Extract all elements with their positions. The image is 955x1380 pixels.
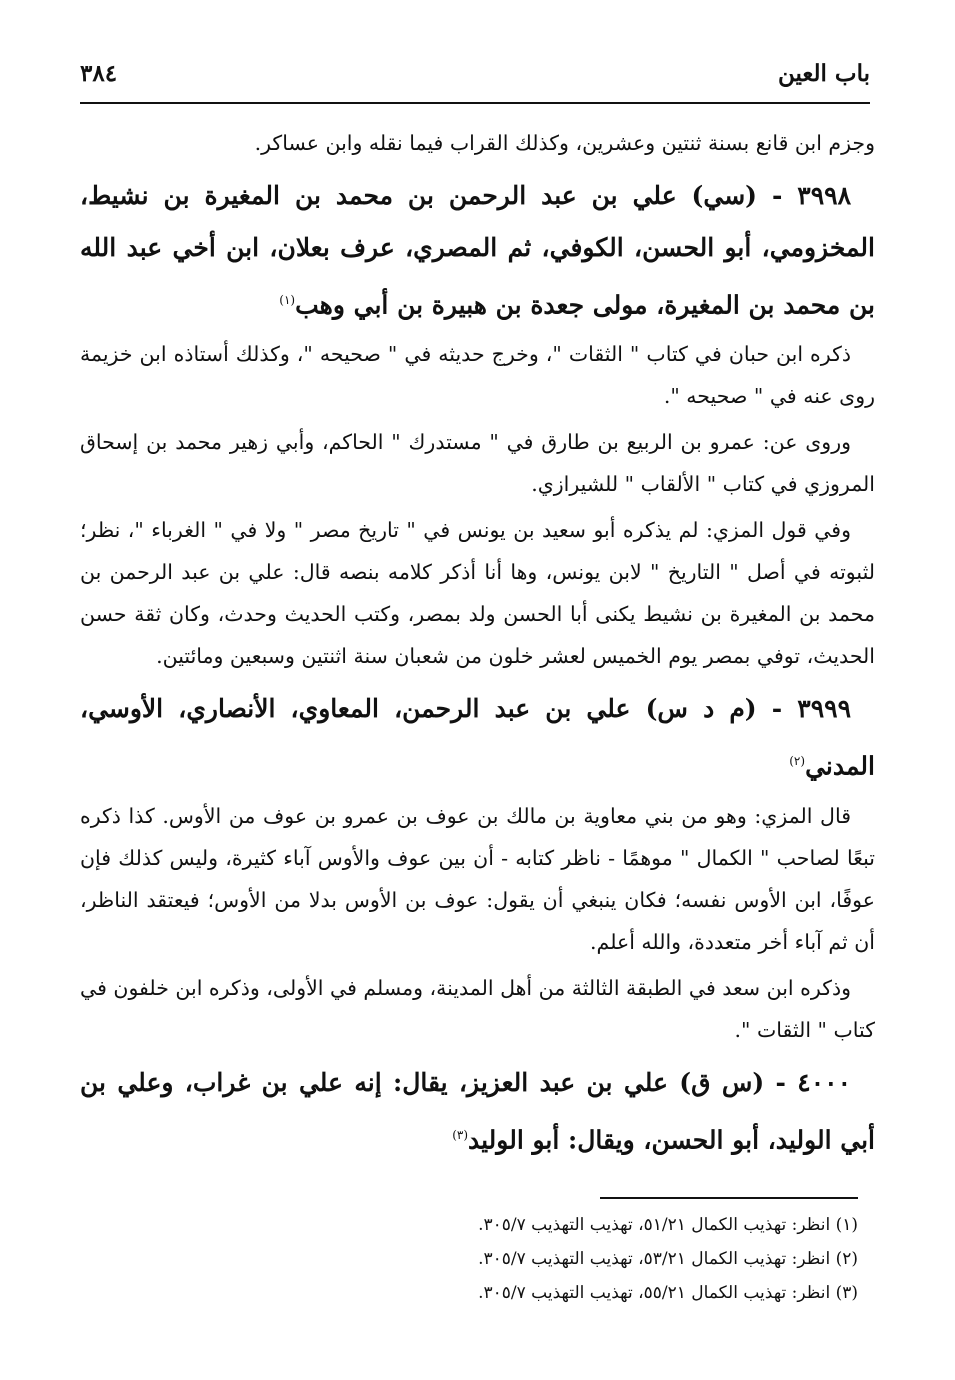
- paragraph: ذكره ابن حبان في كتاب " الثقات "، وخرج حديثه في " صحيحه "، وكذلك أستاذه ابن خزيمة روى عنه في " صحيحه ".: [80, 342, 875, 409]
- running-header: [80, 60, 870, 87]
- paragraph: وفي قول المزي: لم يذكره أبو سعيد بن يونس في " تاريخ مصر " ولا في " الغرباء "، نظر؛ لثبوته في أصل " التاريخ " لابن يونس، وها أنا أذكر كلامه بنصه قال: علي بن عبد الرحمن بن محمد بن المغيرة بن نشيط يكنى أبا الحسن ولد بمصر، وكتب الحديث وحدث، وكان ثقة حسن الحديث، توفي بمصر يوم الخميس لعشر خلون من شعبان سنة اثنتين وسبعين ومائتين.: [80, 518, 875, 669]
- header-divider: [80, 102, 870, 104]
- footnote-ref-3: (٣): [452, 1127, 469, 1142]
- paragraph-intro: وجزم ابن قانع بسنة ثنتين وعشرين، وكذلك القراب فيما نقله وابن عساكر.: [254, 131, 875, 155]
- footnote-ref-2: (٢): [789, 754, 806, 769]
- page-number: ٣٨٤: [80, 60, 118, 87]
- paragraph: وروى عن: عمرو بن الربيع بن طارق في " مستدرك " الحاكم، وأبي زهير محمد بن إسحاق المروزي في كتاب " الألقاب " للشيرازي.: [80, 430, 875, 497]
- main-text: [80, 122, 875, 1168]
- paragraph: قال المزي: وهو من بني معاوية بن مالك بن عوف بن عمرو بن عوف من الأوس. كذا ذكره تبعًا لصاحب " الكمال " موهمًا - ناظر كتابه - أن بين عوف والأوس آباء كثيرة، وليس كذلك فإن عوفًا، ابن الأوس نفسه؛ فكان ينبغي أن يقول: عوف بن الأوس بدلا من الأوس؛ فيعتقد الناظر، أن ثم آباء أخر متعددة، والله أعلم.: [80, 803, 875, 954]
- footnotes: [80, 1208, 858, 1310]
- entry-heading-text: ٣٩٩٩ - (م د س) علي بن عبد الرحمن، المعاوي، الأنصاري، الأوسي، المدني: [80, 694, 875, 781]
- footnote: (١) انظر: تهذيب الكمال ٥١/٢١، تهذيب التهذيب ٣٠٥/٧.: [478, 1215, 858, 1235]
- footnote-ref-1: (١): [279, 293, 296, 307]
- entry-heading-text: ٤٠٠٠ - (س ق) علي بن عبد العزيز، يقال: إنه علي بن غراب، وعلي بن أبي الوليد، أبو الحسن، ويقال: أبو الوليد: [80, 1067, 875, 1154]
- paragraph: وذكره ابن سعد في الطبقة الثالثة من أهل المدينة، ومسلم في الأولى، وذكره ابن خلفون في كتاب " الثقات ".: [79, 975, 875, 1042]
- footnote: (٣) انظر: تهذيب الكمال ٥٥/٢١، تهذيب التهذيب ٣٠٥/٧.: [478, 1283, 858, 1303]
- entry-heading-text: ٣٩٩٨ - (سي) علي بن عبد الرحمن بن محمد بن المغيرة بن نشيط، المخزومي، أبو الحسن، الكوفي، ثم المصري، عرف بعلان، ابن أخي عبد الله بن محمد بن المغيرة، مولى جعدة بن هبيرة بن أبي وهب: [80, 181, 875, 320]
- footnote-divider: [600, 1197, 858, 1199]
- entry-heading-3999: [80, 683, 875, 792]
- section-title: باب العين: [777, 60, 870, 87]
- entry-heading-3998: [80, 170, 875, 331]
- entry-heading-4000: [80, 1057, 875, 1166]
- footnote: (٢) انظر: تهذيب الكمال ٥٣/٢١، تهذيب التهذيب ٣٠٥/٧.: [478, 1249, 858, 1269]
